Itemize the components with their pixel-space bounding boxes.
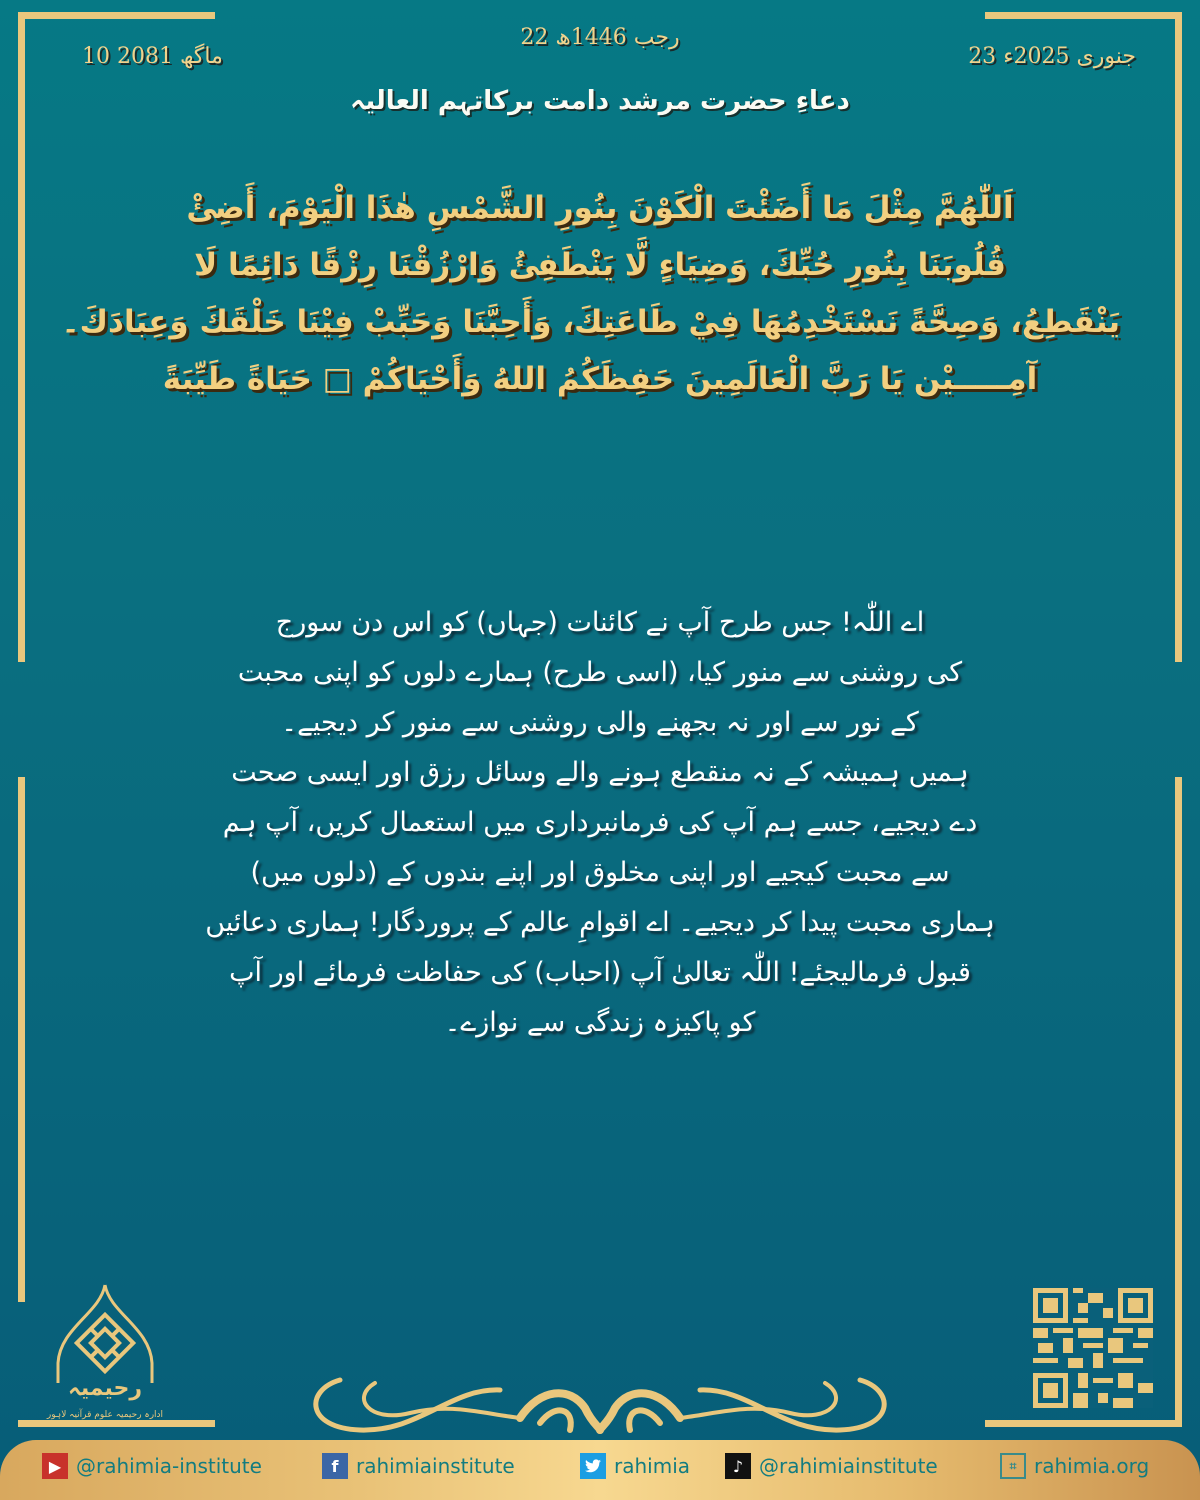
frame-top-left [18, 12, 215, 19]
youtube-icon: ▶ [42, 1453, 68, 1479]
arabic-line: يَنْقَطِعُ، وَصِحَّةً نَسْتَخْدِمُهَا فِيْ طَاعَتِكَ، وَأَحِبَّنَا وَحَبِّبْ فِيْنَا خَلْقَكَ وَعِبَادَكَ۔ [61, 304, 1120, 340]
arabic-line: آمِـــــيْن يَا رَبَّ الْعَالَمِينَ حَفِظَكُمُ اللهُ وَأَحْيَاكُمْ □ حَيَاةً طَيِّبَةً [162, 361, 1038, 397]
arabic-dua [61, 180, 1120, 408]
social-website[interactable] [1000, 1453, 1149, 1479]
urdu-translation [150, 598, 1050, 1048]
svg-text:ادارہ رحیمیہ علوم قرآنیہ لاہور: ادارہ رحیمیہ علوم قرآنیہ لاہور [46, 1410, 164, 1420]
website-link[interactable]: rahimia.org [1034, 1454, 1150, 1478]
urdu-line: اے اللّٰہ! جس طرح آپ نے کائنات (جہاں) کو اس دن سورج [275, 607, 925, 638]
frame-right-lower [1175, 777, 1182, 1427]
social-tiktok[interactable] [725, 1453, 938, 1479]
ornament-divider-icon [300, 1368, 900, 1440]
urdu-line: ہماری محبت پیدا کر دیجیے۔ اے اقوامِ عالم کے پروردگار! ہماری دعائیں [205, 907, 995, 938]
tiktok-handle[interactable]: @rahimiainstitute [759, 1454, 938, 1478]
social-youtube[interactable] [42, 1453, 262, 1479]
urdu-line: ہمیں ہمیشہ کے نہ منقطع ہونے والے وسائل رزق اور ایسی صحت [231, 757, 969, 788]
twitter-handle[interactable]: rahimia [614, 1454, 691, 1478]
facebook-icon: f [322, 1453, 348, 1479]
frame-top-right [985, 12, 1182, 19]
frame-bottom-right [985, 1420, 1182, 1427]
urdu-line: سے محبت کیجیے اور اپنی مخلوق اور اپنے بندوں کے (دلوں میں) [250, 857, 950, 888]
arabic-line: اَللّٰهُمَّ مِثْلَ مَا أَضَئْتَ الْكَوْنَ بِنُورِ الشَّمْسِ هٰذَا الْيَوْمَ، أَضِئْ [186, 190, 1014, 226]
date-bikrami: 10 ماگھ 2081 [82, 44, 223, 69]
urdu-line: دے دیجیے، جسے ہم آپ کی فرمانبرداری میں استعمال کریں، آپ ہم [222, 807, 978, 838]
date-gregorian: 23 جنوری 2025ء [968, 44, 1136, 69]
urdu-line: کے نور سے اور نہ بجھنے والی روشنی سے منور کر دیجیے۔ [281, 707, 919, 738]
svg-text:رحیمیہ: رحیمیہ [67, 1376, 143, 1401]
page-title: دعاءِ حضرت مرشد دامت برکاتہم العالیہ [350, 86, 850, 116]
tiktok-icon: ♪ [725, 1453, 751, 1479]
arabic-line: قُلُوبَنَا بِنُورِ حُبِّكَ، وَضِيَاءٍ لَّا يَنْطَفِئُ وَارْزُقْنَا رِزْقًا دَائِمًا لَا [194, 247, 1006, 283]
social-twitter[interactable] [580, 1453, 690, 1479]
rahimia-logo-icon [40, 1283, 170, 1423]
urdu-line: کی روشنی سے منور کیا، (اسی طرح) ہمارے دلوں کو اپنی محبت [237, 657, 963, 688]
website-icon: ⌗ [1000, 1453, 1026, 1479]
youtube-handle[interactable]: @rahimia-institute [76, 1454, 262, 1478]
urdu-line: کو پاکیزہ زندگی سے نوازے۔ [444, 1007, 756, 1038]
facebook-handle[interactable]: rahimiainstitute [356, 1454, 515, 1478]
date-hijri: 22 رجب 1446ھ [520, 25, 680, 50]
urdu-line: قبول فرمالیجئے! اللّٰہ تعالیٰ آپ (احباب) کی حفاظت فرمائے اور آپ [229, 957, 971, 988]
twitter-icon [580, 1453, 606, 1479]
social-facebook[interactable] [322, 1453, 515, 1479]
frame-left-lower [18, 777, 25, 1302]
qr-code-icon[interactable] [1033, 1288, 1153, 1408]
